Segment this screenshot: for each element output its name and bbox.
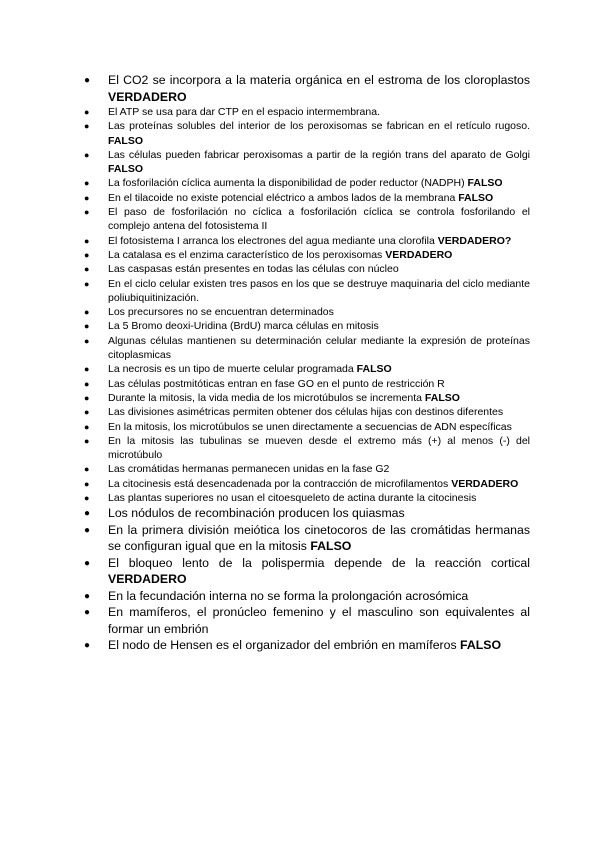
list-item — [82, 462, 530, 476]
statement-text: En la mitosis, los microtúbulos se unen directamente a secuencias de ADN específicas — [108, 420, 512, 433]
list-item — [82, 420, 530, 434]
list-item — [82, 319, 530, 333]
statement-text: La citocinesis está desencadenada por la contracción de microfilamentos — [108, 477, 449, 490]
statement-text: Las células postmitóticas entran en fase GO en el punto de restricción R — [108, 377, 445, 390]
list-item — [82, 477, 530, 491]
list-item — [82, 148, 530, 177]
bullet-icon: ● — [84, 264, 90, 275]
bullet-icon: ● — [84, 107, 90, 117]
list-item — [82, 262, 530, 276]
statement-list — [82, 72, 530, 654]
statement-text: La necrosis es un tipo de muerte celular programada — [108, 363, 354, 376]
verdict-label: VERDADERO — [108, 89, 187, 104]
verdict-label: FALSO — [458, 191, 494, 204]
bullet-icon: ● — [84, 75, 91, 86]
list-item — [82, 434, 530, 463]
bullet-icon: ● — [84, 478, 90, 489]
bullet-icon: ● — [84, 307, 90, 318]
list-item — [82, 119, 530, 148]
verdict-label: FALSO — [356, 363, 392, 376]
bullet-icon: ● — [84, 524, 91, 536]
statement-text: El ATP se usa para dar CTP en el espacio intermembrana. — [108, 106, 380, 118]
bullet-icon: ● — [84, 249, 90, 260]
verdict-label: FALSO — [424, 391, 460, 404]
list-item — [82, 505, 530, 522]
list-item — [82, 637, 530, 654]
statement-text: Las cromátidas hermanas permanecen unidas en la fase G2 — [108, 463, 390, 476]
bullet-icon: ● — [84, 121, 90, 132]
statement-text: En mamíferos, el pronúcleo femenino y el masculino son equivalentes al formar un embrión — [108, 605, 530, 636]
bullet-icon: ● — [84, 178, 90, 189]
statement-text: El CO2 se incorpora a la materia orgánica en el estroma de los cloroplastos — [108, 73, 530, 87]
statement-text: Las células pueden fabricar peroxisomas a partir de la región trans del aparato de Golgi — [108, 148, 530, 161]
verdict-label: FALSO — [108, 163, 144, 176]
list-item — [82, 234, 530, 248]
bullet-icon: ● — [84, 278, 90, 289]
statement-text: Las proteínas solubles del interior de los peroxisomas se fabrican en el retículo rugoso. — [108, 120, 530, 133]
bullet-icon: ● — [84, 508, 91, 520]
list-item — [82, 391, 530, 405]
statement-text: Durante la mitosis, la vida media de los microtúbulos se incrementa — [108, 391, 422, 404]
bullet-icon: ● — [84, 235, 90, 246]
bullet-icon: ● — [84, 464, 90, 475]
list-item — [82, 205, 530, 234]
statement-text: La fosforilación cíclica aumenta la disponibilidad de poder reductor (NADPH) — [108, 177, 465, 190]
statement-text: Las plantas superiores no usan el citoesqueleto de actina durante la citocinesis — [108, 492, 477, 505]
statement-text: Algunas células mantienen su determinación celular mediante la expresión de proteínas citoplasmicas — [108, 334, 530, 362]
verdict-label: VERDADERO — [451, 477, 519, 490]
list-item — [82, 588, 530, 605]
bullet-icon: ● — [84, 207, 90, 218]
list-item — [82, 522, 530, 555]
verdict-label: FALSO — [310, 539, 352, 554]
bullet-icon: ● — [84, 557, 91, 569]
bullet-icon: ● — [84, 493, 90, 504]
statement-text: Los precursores no se encuentran determinados — [108, 306, 334, 319]
verdict-label: FALSO — [108, 134, 144, 147]
bullet-icon: ● — [84, 378, 90, 389]
statement-text: El paso de fosforilación no cíclica a fosforilación cíclica se controla fosforilando el complejo antena del fotosistema II — [108, 206, 530, 233]
statement-text: El fotosistema I arranca los electrones del agua mediante una clorofila — [108, 234, 435, 247]
statement-text: Los nódulos de recombinación producen los quiasmas — [108, 506, 405, 521]
statement-text: Las caspasas están presentes en todas las células con núcleo — [108, 263, 399, 276]
list-item — [82, 277, 530, 306]
list-item — [82, 491, 530, 505]
statement-text: El bloqueo lento de la polispermia depende de la reacción cortical — [108, 555, 530, 570]
list-item — [82, 604, 530, 637]
list-item — [82, 405, 530, 419]
verdict-label: VERDADERO — [385, 248, 453, 261]
list-item — [82, 248, 530, 262]
bullet-icon: ● — [84, 392, 90, 403]
statement-text: En el tilacoide no existe potencial eléctrico a ambos lados de la membrana — [108, 191, 456, 204]
list-item — [82, 362, 530, 376]
bullet-icon: ● — [84, 640, 91, 652]
verdict-label: VERDADERO — [108, 572, 187, 587]
bullet-icon: ● — [84, 421, 90, 432]
statement-text: En el ciclo celular existen tres pasos en los que se destruye maquinaria del ciclo mediante poliubiquitinización. — [108, 277, 530, 304]
list-item — [82, 191, 530, 205]
statement-text: En la mitosis las tubulinas se mueven desde el extremo más (+) al menos (-) del microtúbulo — [108, 434, 530, 462]
list-item — [82, 377, 530, 391]
verdict-label: FALSO — [460, 638, 502, 653]
bullet-icon: ● — [84, 192, 90, 203]
bullet-icon: ● — [84, 321, 90, 332]
statement-text: La catalasa es el enzima característico de los peroxisomas — [108, 248, 383, 261]
bullet-icon: ● — [84, 590, 91, 602]
statement-text: El nodo de Hensen es el organizador del embrión en mamíferos — [108, 638, 457, 653]
bullet-icon: ● — [84, 149, 90, 160]
verdict-label: FALSO — [467, 177, 503, 190]
statement-text: La 5 Bromo deoxi-Uridina (BrdU) marca células en mitosis — [108, 320, 379, 333]
bullet-icon: ● — [84, 607, 91, 619]
bullet-icon: ● — [84, 335, 90, 346]
statement-text: En la primera división meiótica los cinetocoros de las cromátidas hermanas se configuran igual que en la mitosis — [108, 522, 530, 554]
list-item — [82, 176, 530, 190]
bullet-icon: ● — [84, 407, 90, 418]
statement-text: En la fecundación interna no se forma la prolongación acrosómica — [108, 588, 469, 603]
list-item — [82, 105, 530, 119]
verdict-label: VERDADERO? — [437, 234, 512, 247]
bullet-icon: ● — [84, 435, 90, 446]
list-item — [82, 72, 530, 105]
bullet-icon: ● — [84, 364, 90, 375]
list-item — [82, 305, 530, 319]
statement-text: Las divisiones asimétricas permiten obtener dos células hijas con destinos diferentes — [108, 406, 504, 419]
list-item — [82, 555, 530, 588]
list-item — [82, 334, 530, 363]
